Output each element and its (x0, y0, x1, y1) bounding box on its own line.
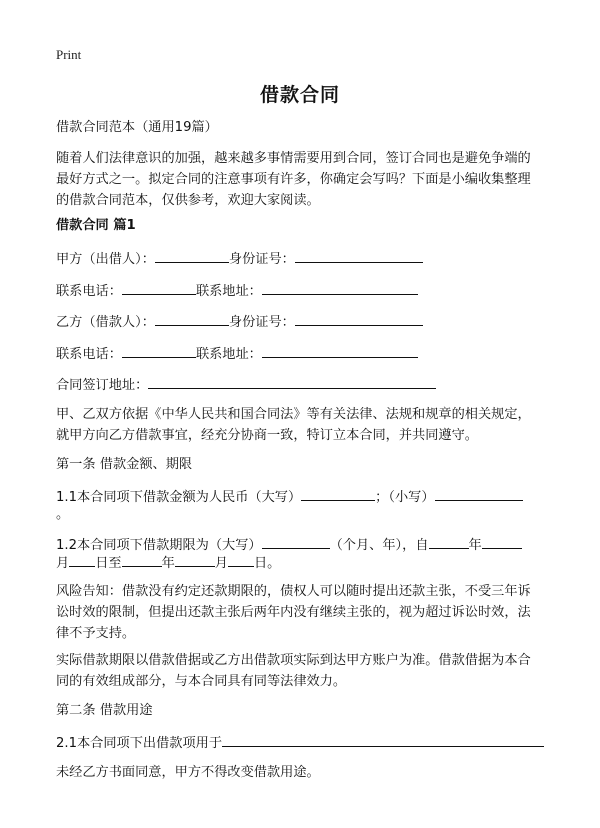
start-day-blank[interactable] (69, 552, 95, 567)
party-a-id-blank[interactable] (295, 248, 423, 263)
amount-lowercase-blank[interactable] (435, 486, 523, 501)
party-a-name-blank[interactable] (155, 248, 229, 263)
basis-line-2: 就甲方向乙方借款事宜，经充分协商一致，特订立本合同，并共同遵守。 (56, 428, 478, 443)
risk-line-1: 风险告知：借款没有约定还款期限的，债权人可以随时提出还款主张，不受三年诉 (56, 584, 531, 599)
party-b-label: 乙方（借款人）： (56, 315, 155, 330)
party-b-id-blank[interactable] (295, 311, 423, 326)
party-a-id-label: 身份证号： (228, 252, 295, 267)
print-link[interactable]: Print (56, 47, 82, 62)
risk-line-2: 讼时效的限制，但提出还款主张后两年内没有继续主张的，视为超过诉讼时效，法 (56, 605, 531, 620)
clause-1-2-row-2 (56, 552, 556, 574)
start-day-unit: 日至 (95, 556, 122, 571)
start-month-blank[interactable] (482, 534, 522, 549)
usage-note: 未经乙方书面同意，甲方不得改变借款用途。 (56, 765, 320, 780)
article-2-title: 第二条 借款用途 (56, 703, 153, 718)
party-a-row (56, 248, 556, 270)
actual-line-2: 同的有效组成部分，与本合同具有同等法律效力。 (56, 674, 347, 689)
party-a-address-blank[interactable] (262, 280, 418, 295)
party-b-row (56, 311, 556, 333)
party-a-phone-blank[interactable] (122, 280, 196, 295)
intro-line-1: 随着人们法律意识的加强，越来越多事情需要用到合同，签订合同也是避免争端的 (56, 151, 531, 166)
end-year-unit: 年 (161, 556, 175, 571)
intro-line-2: 最好方式之一。拟定合同的注意事项有许多，你确定会写吗？下面是小编收集整理 (56, 172, 531, 187)
clause-2-1-text: 2.1本合同项下出借款项用于 (56, 736, 223, 751)
clause-1-2-text: 1.2本合同项下借款期限为（大写） (56, 538, 262, 553)
end-month-unit: 月 (214, 556, 228, 571)
basis-line-1: 甲、乙双方依据《中华人民共和国合同法》等有关法律、法规和规章的相关规定， (56, 407, 531, 422)
start-month-unit: 月 (56, 556, 70, 571)
end-month-blank[interactable] (175, 552, 215, 567)
amount-uppercase-blank[interactable] (301, 486, 375, 501)
usage-blank[interactable] (222, 732, 544, 747)
sign-address-blank[interactable] (148, 374, 436, 389)
section-heading: 借款合同 篇1 (56, 218, 136, 233)
party-a-label: 甲方（出借人）： (56, 252, 155, 267)
party-a-contact-row (56, 280, 556, 302)
start-year-unit: 年 (468, 538, 482, 553)
actual-line-1: 实际借款期限以借款借据或乙方出借款项实际到达甲方账户为准。借款借据为本合 (56, 653, 531, 668)
party-b-id-label: 身份证号： (228, 315, 295, 330)
party-b-contact-row (56, 343, 556, 365)
clause-1-1-end: 。 (56, 507, 70, 522)
sign-address-label: 合同签订地址： (56, 378, 149, 393)
end-day-unit: 日。 (253, 556, 281, 571)
party-b-address-label: 联系地址： (195, 347, 262, 362)
party-b-name-blank[interactable] (155, 311, 229, 326)
end-day-blank[interactable] (228, 552, 254, 567)
start-year-blank[interactable] (429, 534, 469, 549)
risk-line-3: 律不予支持。 (56, 626, 136, 641)
party-a-address-label: 联系地址： (195, 284, 262, 299)
party-a-phone-label: 联系电话： (56, 284, 122, 299)
sign-address-row (56, 374, 556, 396)
clause-1-1-mid: ；（小写） (375, 490, 435, 505)
party-b-phone-blank[interactable] (122, 343, 196, 358)
clause-1-1-text: 1.1本合同项下借款金额为人民币（大写） (56, 490, 302, 505)
intro-line-3: 的借款合同范本，仅供参考，欢迎大家阅读。 (56, 193, 320, 208)
end-year-blank[interactable] (122, 552, 162, 567)
document-subtitle: 借款合同范本（通用19篇） (56, 120, 218, 135)
party-b-phone-label: 联系电话： (56, 347, 122, 362)
clause-1-2-mid: （个月、年），自 (329, 538, 429, 553)
term-uppercase-blank[interactable] (262, 534, 330, 549)
article-1-title: 第一条 借款金额、期限 (56, 457, 193, 472)
clause-2-1-row (56, 732, 556, 754)
document-title: 借款合同 (259, 84, 340, 106)
party-b-address-blank[interactable] (262, 343, 418, 358)
